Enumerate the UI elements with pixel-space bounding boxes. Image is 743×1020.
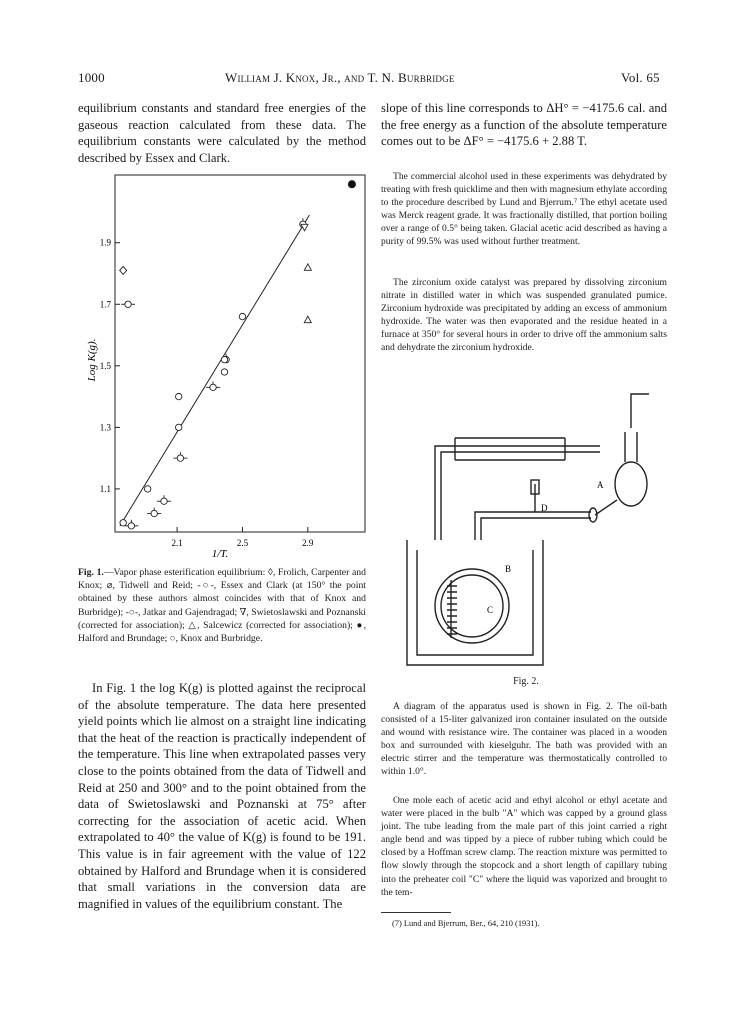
figure-1-caption-lead: Fig. 1. bbox=[78, 567, 104, 578]
condenser bbox=[455, 438, 565, 460]
left-paragraph-2: In Fig. 1 the log K(g) is plotted against the reciprocal of the absolute temperature. The data here presented yield points which lie almost on a straight line indicating that the heat of the reaction is practically independent of the temperature. This line when extrapolated passes very close to the points obtained from the data of Tidwell and Reid at 250 and 300° and to the point obtained from the data of Swietoslawski and Poznanski at 75° after correcting for the association of acetic acid. When extrapolated to 40° the value of K(g) is found to be 191. This value is in fair agreement with the value of 122 obtained by Halford and Brundage when it is considered that small variations in the conversion data are magnified in values of the equilibrium constant. The bbox=[78, 681, 366, 911]
footnote: (7) Lund and Bjerrum, Ber., 64, 210 (1931). bbox=[392, 919, 540, 928]
data-point-diamond bbox=[120, 266, 127, 274]
label-c: C bbox=[487, 605, 494, 615]
right-paragraph-1: slope of this line corresponds to ΔH° = −4175.6 cal. and the free energy as a function of the absolute temperature comes out to be ΔF° = −4175.6 + 2.88 T. bbox=[381, 101, 667, 149]
x-axis-label: 1/T. bbox=[211, 548, 229, 560]
y-tick-label: 1.3 bbox=[99, 422, 111, 433]
footnote-rule bbox=[381, 912, 451, 913]
figure-1-caption bbox=[78, 566, 366, 645]
figure-2-apparatus-diagram bbox=[395, 388, 665, 673]
data-point-triangle-up bbox=[304, 264, 311, 271]
data-point-cross-circle bbox=[206, 381, 220, 390]
data-point-circle bbox=[144, 486, 150, 492]
y-tick-label: 1.1 bbox=[99, 483, 111, 494]
data-point-circle bbox=[176, 393, 182, 399]
x-tick-label: 2.1 bbox=[171, 538, 183, 548]
right-paragraph-2: The commercial alcohol used in these experiments was dehydrated by treating with fresh quicklime and then with magnesium ethylate according to the procedure described by Lund and Bjerrum.⁷ The ethyl acetate used was Merck reagent grade. It was fractionally distilled, that portion boiling over a range of 0.5° being taken. Glacial acetic acid described as having a purity of 99.5% was used without further treatment. bbox=[381, 171, 667, 248]
y-tick-label: 1.9 bbox=[99, 237, 111, 248]
data-point-circle bbox=[221, 356, 227, 362]
label-a: A bbox=[597, 480, 604, 490]
plot-frame bbox=[115, 175, 365, 532]
right-paragraph-3: The zirconium oxide catalyst was prepared by dissolving zirconium nitrate in distilled water in which was suspended granulated pumice. Zirconium hydroxide was precipitated by adding an excess of ammonium hydroxide. The water was then evaporated and the residue heated in a furnace at 350° for several hours in order to drive off the ammonium salts and dehydrate the zirconium hydroxide. bbox=[381, 277, 667, 354]
preheater-coil-ring bbox=[435, 569, 509, 643]
fit-line bbox=[120, 215, 310, 526]
bulb-a bbox=[615, 462, 647, 506]
data-point-cross-circle bbox=[173, 452, 187, 461]
y-tick-label: 1.7 bbox=[99, 299, 111, 310]
y-axis-label: Log K(g). bbox=[86, 338, 98, 382]
right-paragraph-5: One mole each of acetic acid and ethyl alcohol or ethyl acetate and water were placed in the bulb "A" which was capped by a ground glass joint. The tube leading from the male part of this joint carried a right angle bend and was tipped by a piece of rubber tubing which could be closed by a Hoffman screw clamp. The reaction mixture was permitted to flow slowly through the stopcock and a short length of capillary tubing into the preheater coil "C" where the liquid was vaporized and brought to the tem- bbox=[381, 795, 667, 898]
data-point-circle bbox=[239, 313, 245, 319]
right-paragraph-4: A diagram of the apparatus used is shown in Fig. 2. The oil-bath consisted of a 15-liter galvanized iron container insulated on the outside and wound with resistance wire. The container was placed in a wooden box and surrounded with kieselguhr. The bath was provided with an electric stirrer and the temperature was thermostatically controlled to within 1.0°. bbox=[381, 701, 667, 778]
x-tick-label: 2.5 bbox=[236, 538, 249, 548]
figure-1-caption-text: —Vapor phase esterification equilibrium: ◊, Frolich, Carpenter and Knox; ⌀, Tidwell and Reid; -○-, Essex and Clark (at 150° the point obtained by these authors almost coincides with that of Knox and Burbridge); -○-, Jatkar and Gajendragad; ∇, Swietoslawski and Poznanski (corrected for association); △, Salcewicz (corrected for association); ●, Halford and Brundage; ○, Knox and Burbridge. bbox=[78, 567, 366, 645]
page-number: 1000 bbox=[78, 70, 105, 85]
figure-2-caption: Fig. 2. bbox=[513, 676, 539, 687]
data-point-cross-circle bbox=[147, 508, 161, 517]
figure-1-chart bbox=[78, 170, 370, 560]
data-point-circle bbox=[176, 424, 182, 430]
y-tick-label: 1.5 bbox=[99, 360, 111, 371]
oil-bath-container bbox=[407, 540, 543, 665]
running-header-authors: William J. Knox, Jr., and T. N. Burbridge bbox=[225, 70, 455, 85]
oil-bath-inner bbox=[417, 550, 533, 655]
data-point-circle-htick bbox=[121, 301, 135, 307]
volume-label: Vol. 65 bbox=[621, 70, 660, 85]
data-point-circle bbox=[221, 369, 227, 375]
intro-paragraph: equilibrium constants and standard free energies of the gaseous reaction calculated from these data. The equilibrium constants were calculated by the method described by Essex and Clark. bbox=[78, 101, 366, 165]
data-point-circle bbox=[120, 520, 126, 526]
label-d: D bbox=[541, 503, 548, 513]
x-tick-label: 2.9 bbox=[302, 538, 314, 548]
data-point-cross-circle bbox=[157, 495, 171, 504]
data-point-triangle-up bbox=[304, 316, 311, 323]
label-b: B bbox=[505, 564, 512, 574]
data-point-filled-circle bbox=[348, 181, 355, 188]
